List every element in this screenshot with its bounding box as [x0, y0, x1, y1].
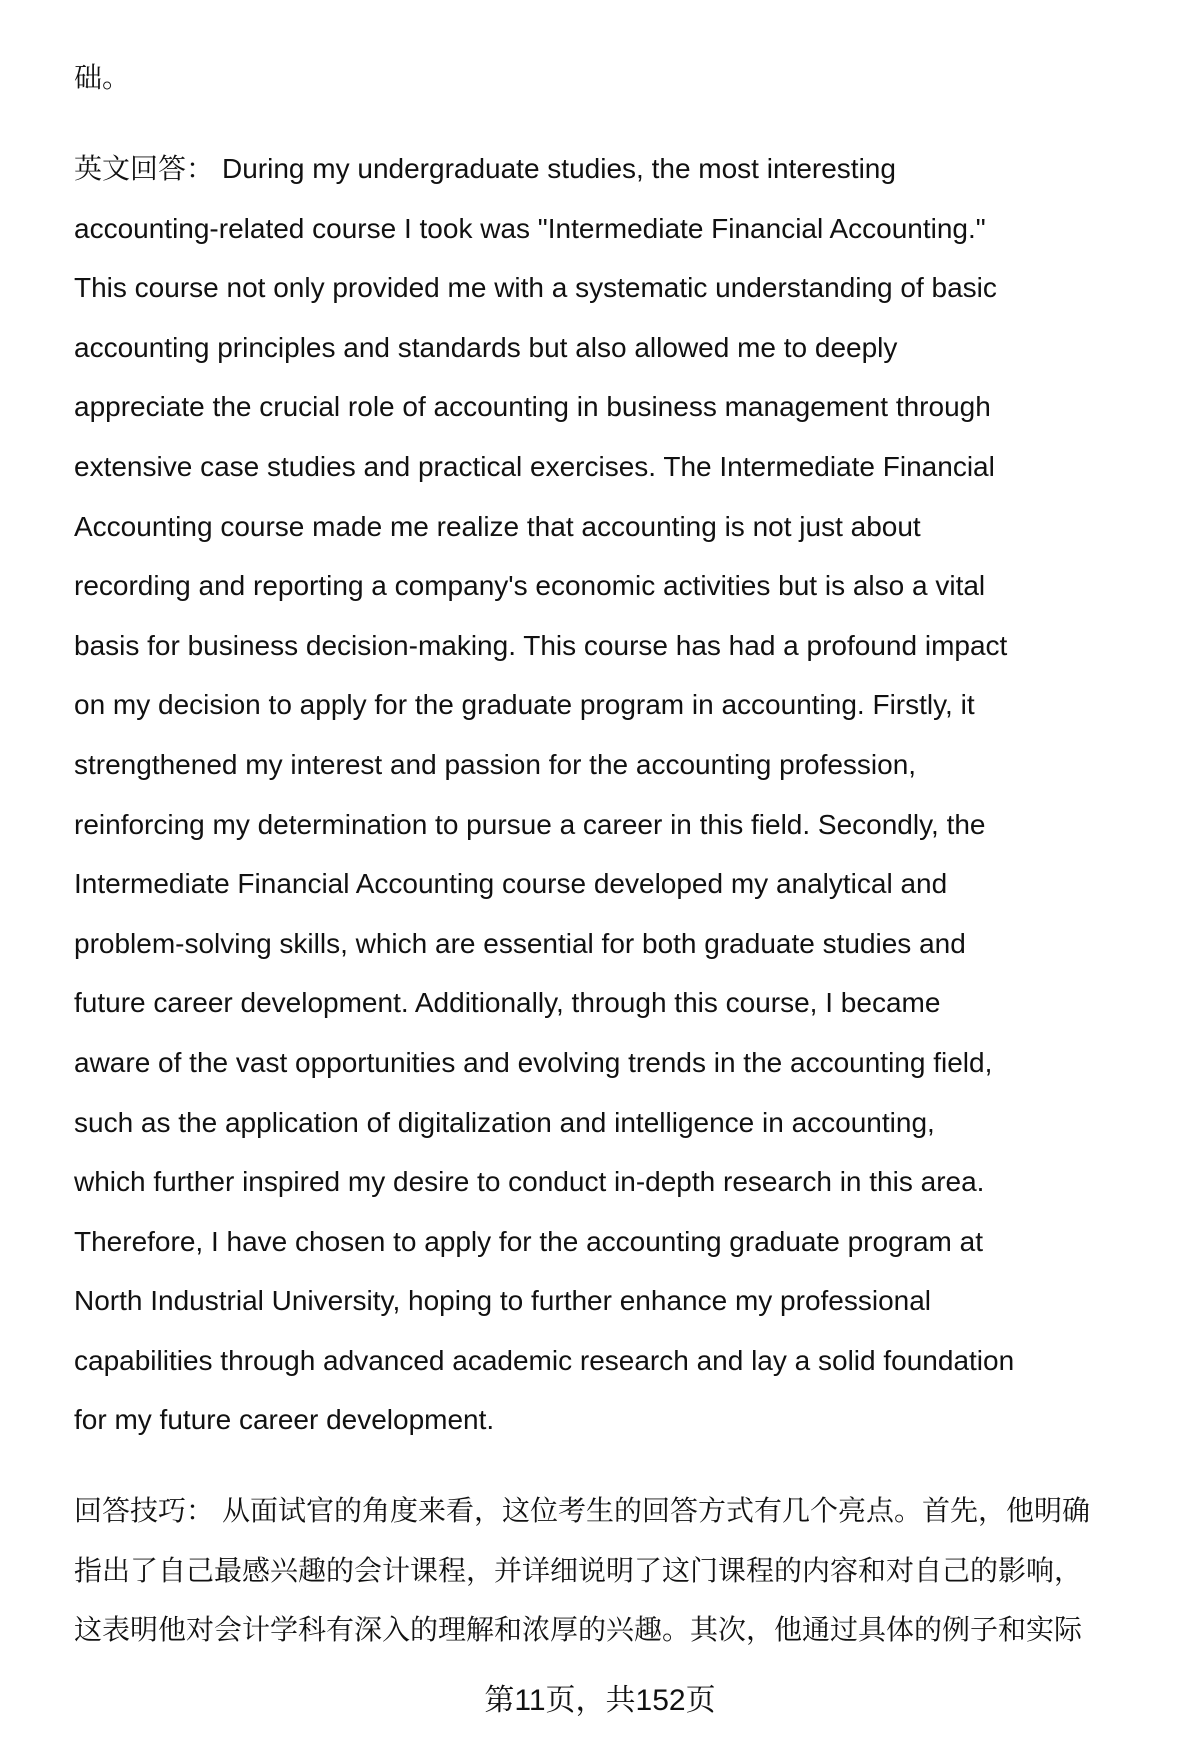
line-text: on my decision to apply for the graduate program in accounting. Firstly, it: [74, 689, 975, 721]
text-line: 础。: [74, 62, 131, 93]
text-line: [74, 1212, 1194, 1272]
text-line: [74, 1331, 1194, 1391]
line-text: for my future career development.: [74, 1404, 495, 1436]
line-text: recording and reporting a company's economic activities but is also a vital: [74, 570, 986, 602]
text-line: [74, 377, 1194, 437]
text-line: [74, 1481, 1194, 1541]
text-line: [74, 1600, 1194, 1660]
text-line: [74, 1271, 1194, 1331]
text-line: [74, 1033, 1194, 1093]
text-line: [74, 854, 1194, 914]
text-line: [74, 914, 1194, 974]
line-text: 从面试官的角度来看，这位考生的回答方式有几个亮点。首先，他明确: [222, 1495, 1091, 1526]
line-text: accounting-related course I took was "Intermediate Financial Accounting.": [74, 212, 986, 244]
line-text: During my undergraduate studies, the most interesting: [222, 153, 896, 184]
line-text: Accounting course made me realize that accounting is not just about: [74, 510, 921, 542]
text-line: [74, 497, 1194, 557]
text-line: [74, 795, 1194, 855]
line-text: extensive case studies and practical exercises. The Intermediate Financial: [74, 450, 995, 482]
line-text: appreciate the crucial role of accounting in business management through: [74, 391, 991, 423]
line-text: aware of the vast opportunities and evolving trends in the accounting field,: [74, 1046, 993, 1078]
text-line: [74, 973, 1194, 1033]
line-text: 指出了自己最感兴趣的会计课程，并详细说明了这门课程的内容和对自己的影响，: [74, 1554, 1083, 1586]
line-text: basis for business decision-making. This course has had a profound impact: [74, 629, 1008, 661]
paragraph-label: 回答技巧：: [74, 1495, 215, 1526]
line-text: future career development. Additionally, through this course, I became: [74, 987, 941, 1019]
text-line: [74, 735, 1194, 795]
line-text: reinforcing my determination to pursue a career in this field. Secondly, the: [74, 808, 986, 840]
line-text: which further inspired my desire to conduct in-depth research in this area.: [74, 1166, 985, 1198]
line-text: North Industrial University, hoping to further enhance my professional: [74, 1285, 932, 1317]
line-text: problem-solving skills, which are essential for both graduate studies and: [74, 927, 966, 959]
english-answer-paragraph: [74, 139, 1194, 1450]
text-line: [74, 139, 1194, 199]
line-text: capabilities through advanced academic research and lay a solid foundation: [74, 1344, 1015, 1376]
line-text: 这表明他对会计学科有深入的理解和浓厚的兴趣。其次，他通过具体的例子和实际: [74, 1614, 1083, 1646]
line-text: This course not only provided me with a systematic understanding of basic: [74, 272, 997, 304]
text-line: [74, 1541, 1194, 1601]
line-text: accounting principles and standards but also allowed me to deeply: [74, 331, 898, 363]
text-line: [74, 675, 1194, 735]
text-line: [74, 437, 1194, 497]
text-line: [74, 318, 1194, 378]
answer-tips-paragraph: [74, 1481, 1194, 1660]
paragraph-label: 英文回答：: [74, 153, 215, 184]
line-text: Intermediate Financial Accounting course developed my analytical and: [74, 868, 948, 900]
text-line: [74, 1093, 1194, 1153]
page-number: 第11页，共152页: [484, 1684, 716, 1717]
text-line: [74, 616, 1194, 676]
line-text: Therefore, I have chosen to apply for the accounting graduate program at: [74, 1225, 984, 1257]
text-line: [74, 258, 1194, 318]
text-line: [74, 1152, 1194, 1212]
text-line: [74, 556, 1194, 616]
line-text: such as the application of digitalization and intelligence in accounting,: [74, 1106, 935, 1138]
text-line: [74, 1390, 1194, 1450]
continuation-text: [74, 48, 1194, 108]
text-line: [74, 199, 1194, 259]
line-text: strengthened my interest and passion for the accounting profession,: [74, 748, 917, 780]
